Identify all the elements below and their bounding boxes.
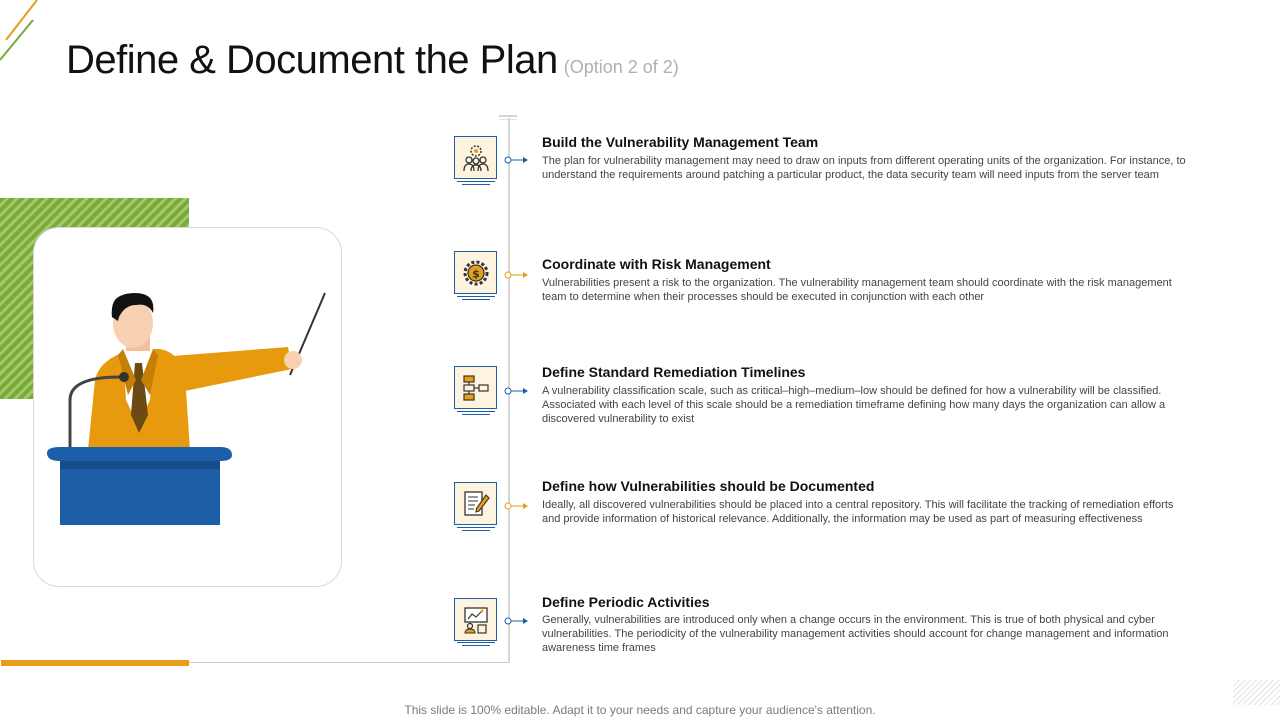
svg-text:$: $ [471,267,480,280]
connector-arrow [504,386,530,396]
presentation-board-icon [454,598,497,641]
step-title: Define Periodic Activities [542,594,710,610]
step-title: Define Standard Remediation Timelines [542,364,806,380]
presenter-illustration [40,285,330,535]
icon-underline [457,296,495,301]
timeline-cap [499,115,517,117]
hatch-decoration [1233,680,1280,705]
step-title: Coordinate with Risk Management [542,256,771,272]
icon-underline [457,527,495,532]
page-subtitle: (Option 2 of 2) [563,57,679,77]
step-description: The plan for vulnerability management may need to draw on inputs from different operating units of the organization. For instance, to understand the requirements around patching a particular product, the data security team will need inputs from the server team [542,155,1186,181]
team-gear-icon [454,136,497,179]
step-title: Define how Vulnerabilities should be Documented [542,478,875,494]
connector-arrow [504,616,530,626]
base-divider [189,662,509,663]
icon-underline [457,411,495,416]
connector-arrow [504,270,530,280]
page-title-text: Define & Document the Plan [66,38,558,82]
step-description: A vulnerability classification scale, such as critical–high–medium–low should be defined for how a vulnerability will be classified. Associated with each level of this scale should be a remediation timeframe defining how many days the organization can allow a discovered vulnerability to exist [542,385,1166,425]
step-description: Generally, vulnerabilities are introduced only when a change occurs in the environment. This is true of both physical and cyber vulnerabilities. The periodicity of the vulnerability management activities should account for change management and information awareness time frames [542,614,1169,654]
step-description: Vulnerabilities present a risk to the organization. The vulnerability management team should coordinate with the risk management team to determine when their processes should be executed in conjunction with each other [542,277,1172,303]
page-title [66,38,679,83]
icon-underline [457,181,495,186]
footer-note: This slide is 100% editable. Adapt it to your needs and capture your audience's attention. [404,703,876,717]
corner-decoration [0,0,40,62]
dollar-gear-icon [454,251,497,294]
step-title: Build the Vulnerability Management Team [542,134,819,150]
flowchart-icon [454,366,497,409]
step-description: Ideally, all discovered vulnerabilities should be placed into a central repository. This will facilitate the tracking of remediation efforts and provide information of historical relevance. Additionally, the information may be used as part of measuring effectiveness [542,499,1174,525]
document-pen-icon [454,482,497,525]
connector-arrow [504,501,530,511]
orange-accent-bar [1,660,189,666]
connector-arrow [504,155,530,165]
icon-underline [457,642,495,647]
